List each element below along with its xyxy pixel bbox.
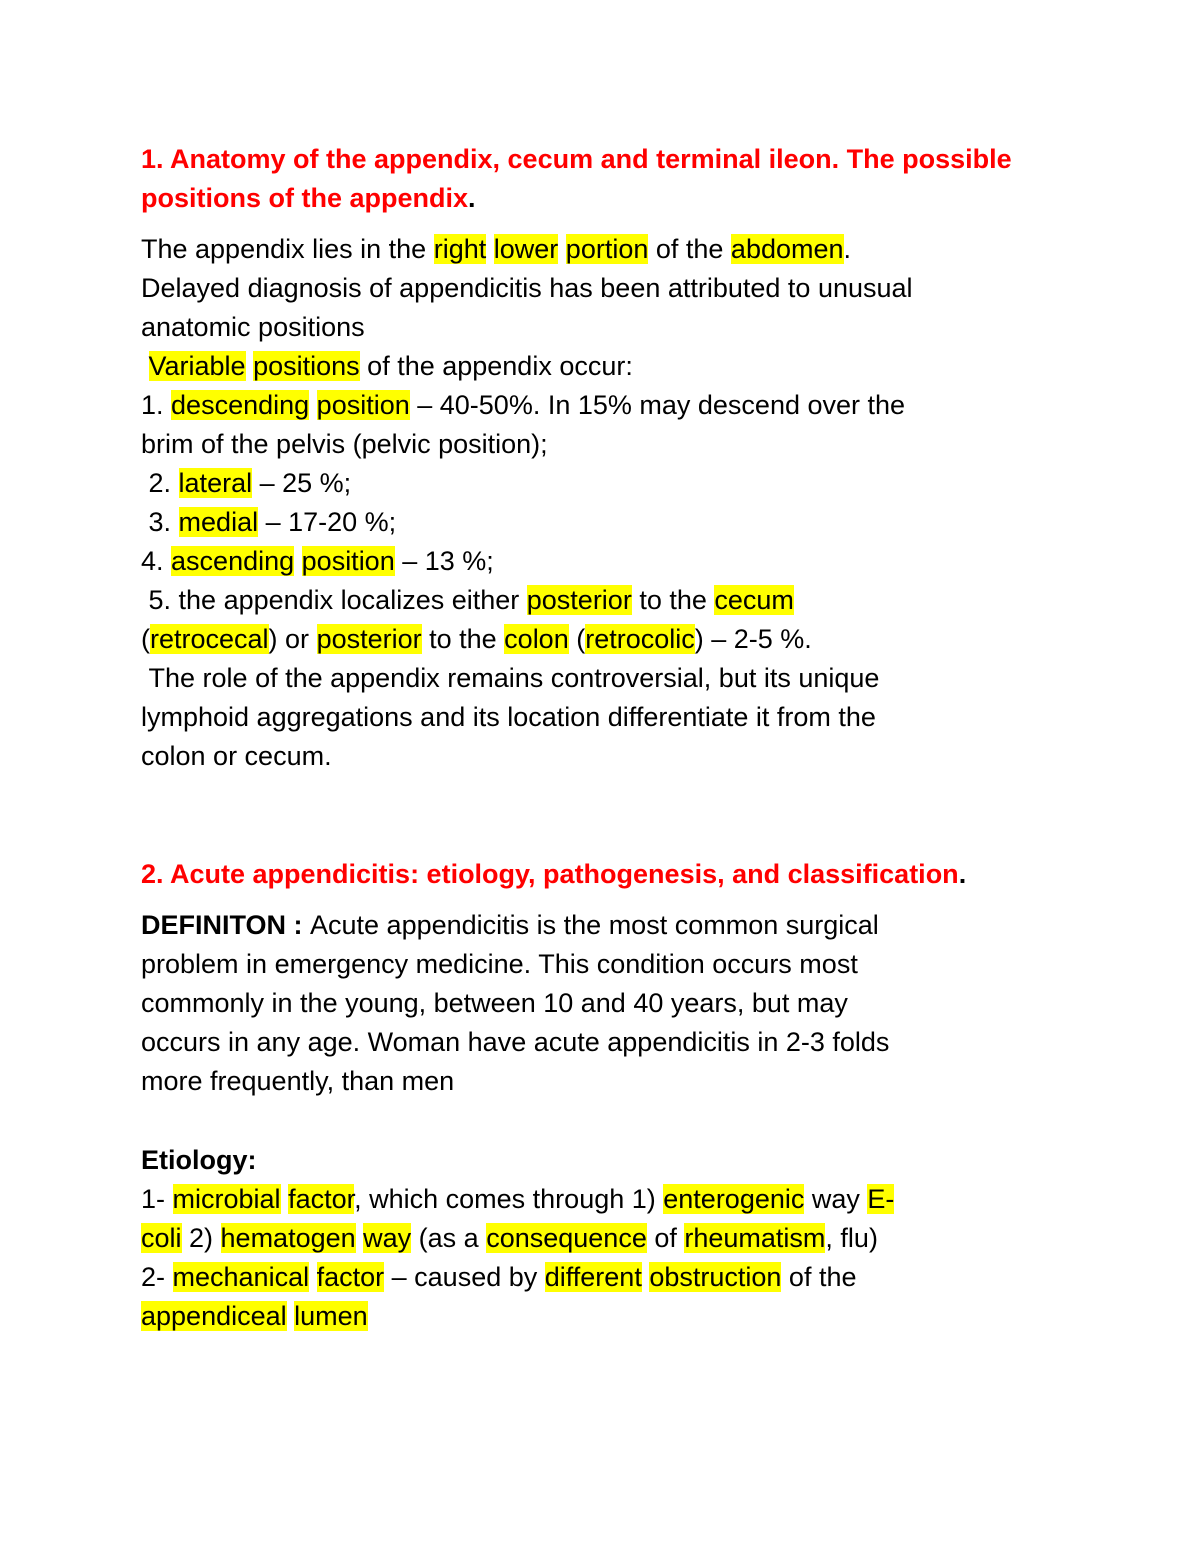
highlighted-term: portion bbox=[565, 234, 649, 264]
text-run: 5. the appendix localizes either bbox=[141, 585, 527, 615]
text-run: (as a bbox=[411, 1223, 487, 1253]
highlighted-term: rheumatism bbox=[684, 1223, 826, 1253]
highlighted-term: microbial bbox=[172, 1184, 281, 1214]
text-line bbox=[141, 737, 1051, 776]
text-line bbox=[141, 1180, 1051, 1219]
highlighted-term: medial bbox=[178, 507, 259, 537]
highlighted-term: position bbox=[316, 390, 410, 420]
highlighted-term: abdomen bbox=[730, 234, 844, 264]
section-1-heading bbox=[141, 140, 1051, 218]
text-run: brim of the pelvis (pelvic position); bbox=[141, 429, 548, 459]
text-line bbox=[141, 269, 1051, 308]
highlighted-term: coli bbox=[141, 1223, 182, 1253]
section-2-heading bbox=[141, 855, 1051, 894]
text-line bbox=[141, 1258, 1051, 1297]
etiology-label: Etiology: bbox=[141, 1145, 257, 1175]
text-run: colon or cecum. bbox=[141, 741, 332, 771]
highlighted-term: right bbox=[433, 234, 487, 264]
definition-line: occurs in any age. Woman have acute appendicitis in 2-3 folds bbox=[141, 1027, 890, 1057]
definition-line: problem in emergency medicine. This condition occurs most bbox=[141, 949, 858, 979]
text-run: 1- bbox=[141, 1184, 173, 1214]
text-run: . bbox=[843, 234, 852, 264]
section-2-heading-period: . bbox=[958, 859, 967, 889]
text-run: – 40-50%. In 15% may descend over the bbox=[409, 390, 906, 420]
text-run bbox=[141, 351, 149, 381]
highlighted-term: Variable bbox=[148, 351, 246, 381]
definition-text: Acute appendicitis is the most common surgical bbox=[310, 910, 879, 940]
text-line bbox=[141, 542, 1051, 581]
highlighted-term: retrocolic bbox=[585, 624, 695, 654]
text-run: of the appendix occur: bbox=[359, 351, 633, 381]
highlighted-term: descending bbox=[171, 390, 310, 420]
text-run: , which comes through 1) bbox=[354, 1184, 664, 1214]
highlighted-term: posterior bbox=[526, 585, 632, 615]
text-line bbox=[141, 425, 1051, 464]
section-1-heading-text: 1. Anatomy of the appendix, cecum and terminal ileon. The possible positions of the appendix bbox=[141, 144, 1012, 213]
highlighted-term: lower bbox=[493, 234, 559, 264]
text-run: – caused by bbox=[384, 1262, 545, 1292]
text-line bbox=[141, 581, 1051, 620]
highlighted-term: factor bbox=[316, 1262, 385, 1292]
highlighted-term: consequence bbox=[486, 1223, 647, 1253]
text-run: ( bbox=[141, 624, 150, 654]
section-2-heading-text: 2. Acute appendicitis: etiology, pathogenesis, and classification bbox=[141, 859, 959, 889]
highlighted-term: lateral bbox=[178, 468, 253, 498]
definition-label: DEFINITON : bbox=[141, 910, 311, 940]
text-run: of the bbox=[648, 234, 731, 264]
text-run: – 17-20 %; bbox=[258, 507, 397, 537]
text-run: to the bbox=[421, 624, 505, 654]
document-page bbox=[141, 140, 1051, 1336]
text-run: The appendix lies in the bbox=[141, 234, 434, 264]
text-run: 3. bbox=[141, 507, 179, 537]
text-run: 2. bbox=[141, 468, 179, 498]
definition-line: more frequently, than men bbox=[141, 1066, 455, 1096]
text-line bbox=[141, 464, 1051, 503]
text-run: ( bbox=[568, 624, 586, 654]
highlighted-term: posterior bbox=[316, 624, 422, 654]
text-run: of the bbox=[781, 1262, 857, 1292]
text-run: Delayed diagnosis of appendicitis has been attributed to unusual bbox=[141, 273, 913, 303]
highlighted-term: obstruction bbox=[649, 1262, 782, 1292]
section-1-heading-period: . bbox=[468, 183, 476, 213]
text-run: to the bbox=[631, 585, 715, 615]
text-run: ) – 2-5 %. bbox=[694, 624, 812, 654]
text-run: 2) bbox=[181, 1223, 221, 1253]
text-line bbox=[141, 308, 1051, 347]
text-run: of bbox=[646, 1223, 685, 1253]
highlighted-term: mechanical bbox=[172, 1262, 310, 1292]
highlighted-term: hematogen bbox=[220, 1223, 356, 1253]
text-line bbox=[141, 659, 1051, 698]
definition-line bbox=[141, 906, 1051, 945]
text-line bbox=[141, 230, 1051, 269]
highlighted-term: retrocecal bbox=[150, 624, 269, 654]
text-run: ) or bbox=[268, 624, 317, 654]
text-run: , flu) bbox=[825, 1223, 878, 1253]
text-run: – 25 %; bbox=[252, 468, 352, 498]
text-run: 1. bbox=[141, 390, 172, 420]
text-run: 4. bbox=[141, 546, 172, 576]
text-line bbox=[141, 698, 1051, 737]
highlighted-term: enterogenic bbox=[663, 1184, 805, 1214]
text-run bbox=[246, 351, 254, 381]
text-line bbox=[141, 620, 1051, 659]
text-line bbox=[141, 1297, 1051, 1336]
text-line bbox=[141, 1219, 1051, 1258]
section-1-body bbox=[141, 230, 1051, 776]
highlighted-term: ascending bbox=[171, 546, 295, 576]
text-run bbox=[309, 390, 317, 420]
text-run: lymphoid aggregations and its location differentiate it from the bbox=[141, 702, 876, 732]
etiology-body bbox=[141, 1180, 1051, 1336]
text-run bbox=[558, 234, 566, 264]
text-run bbox=[294, 546, 302, 576]
highlighted-term: colon bbox=[504, 624, 569, 654]
highlighted-term: lumen bbox=[294, 1301, 368, 1331]
highlighted-term: cecum bbox=[714, 585, 794, 615]
text-run: anatomic positions bbox=[141, 312, 365, 342]
text-run bbox=[281, 1184, 289, 1214]
highlighted-term: positions bbox=[253, 351, 360, 381]
text-line bbox=[141, 386, 1051, 425]
highlighted-term: position bbox=[301, 546, 395, 576]
text-line bbox=[141, 347, 1051, 386]
highlighted-term: appendiceal bbox=[141, 1301, 287, 1331]
highlighted-term: factor bbox=[288, 1184, 355, 1214]
text-run bbox=[486, 234, 494, 264]
definition-block bbox=[141, 906, 1051, 1101]
text-line bbox=[141, 503, 1051, 542]
text-run: – 13 %; bbox=[394, 546, 494, 576]
text-run: 2- bbox=[141, 1262, 173, 1292]
text-run bbox=[309, 1262, 317, 1292]
highlighted-term: different bbox=[544, 1262, 642, 1292]
highlighted-term: E- bbox=[867, 1184, 895, 1214]
definition-line: commonly in the young, between 10 and 40 years, but may bbox=[141, 988, 848, 1018]
text-run: The role of the appendix remains controversial, but its unique bbox=[141, 663, 880, 693]
text-run: way bbox=[804, 1184, 868, 1214]
highlighted-term: way bbox=[363, 1223, 412, 1253]
